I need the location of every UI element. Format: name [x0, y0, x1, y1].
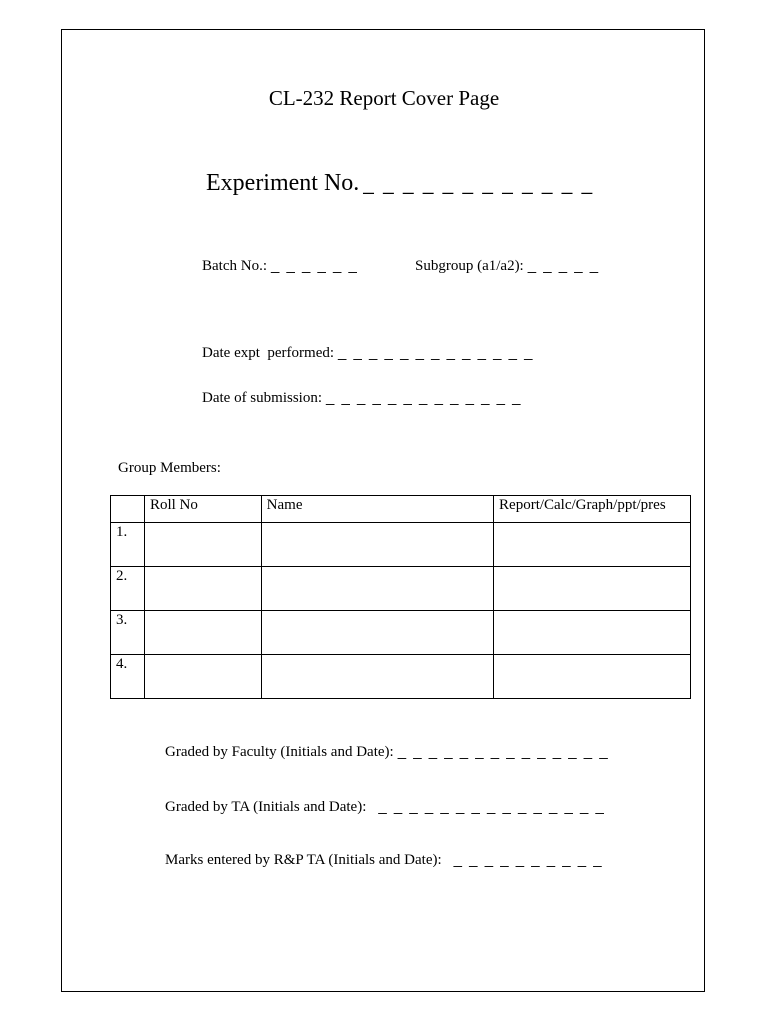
page-title: CL-232 Report Cover Page	[268, 86, 500, 110]
marks-entered-line	[165, 851, 603, 869]
batch-line	[202, 257, 358, 275]
name-cell	[261, 611, 493, 655]
name-cell	[261, 567, 493, 611]
table-header-row	[111, 496, 691, 523]
graded-faculty-blank: _ _ _ _ _ _ _ _ _ _ _ _ _ _	[397, 743, 610, 760]
marks-entered-label: Marks entered by R&P TA (Initials and Date):	[165, 852, 442, 868]
contribution-cell	[494, 567, 691, 611]
date-submission-label: Date of submission:	[202, 390, 322, 406]
table-row	[111, 523, 691, 567]
graded-ta-blank: _ _ _ _ _ _ _ _ _ _ _ _ _ _ _	[378, 798, 606, 815]
subgroup-line	[415, 257, 600, 275]
table-row	[111, 655, 691, 699]
roll-no-cell	[144, 567, 261, 611]
subgroup-blank: _ _ _ _ _	[527, 257, 600, 274]
group-members-table	[110, 495, 691, 699]
date-performed-label: Date expt performed:	[202, 345, 335, 361]
date-submission-blank: _ _ _ _ _ _ _ _ _ _ _ _ _	[326, 389, 522, 406]
experiment-number-line	[206, 170, 594, 197]
subgroup-label: Subgroup (a1/a2):	[415, 258, 524, 274]
header-name: Name	[261, 496, 493, 523]
roll-no-cell	[144, 611, 261, 655]
graded-faculty-line	[165, 743, 609, 761]
contribution-cell	[494, 611, 691, 655]
row-number: 4.	[111, 655, 145, 699]
contribution-cell	[494, 655, 691, 699]
row-number: 3.	[111, 611, 145, 655]
contribution-cell	[494, 523, 691, 567]
experiment-label: Experiment No.	[206, 170, 360, 196]
roll-no-cell	[144, 655, 261, 699]
graded-ta-line	[165, 798, 605, 816]
experiment-blank: _ _ _ _ _ _ _ _ _ _ _ _	[363, 174, 595, 195]
row-number: 2.	[111, 567, 145, 611]
table-row	[111, 567, 691, 611]
group-members-label: Group Members:	[118, 460, 221, 476]
batch-blank: _ _ _ _ _ _	[271, 257, 359, 274]
graded-ta-label: Graded by TA (Initials and Date):	[165, 799, 367, 815]
date-performed-line	[202, 344, 534, 362]
date-submission-line	[202, 389, 522, 407]
header-contribution: Report/Calc/Graph/ppt/pres	[494, 496, 691, 523]
name-cell	[261, 655, 493, 699]
batch-label: Batch No.:	[202, 258, 267, 274]
date-performed-blank: _ _ _ _ _ _ _ _ _ _ _ _ _	[338, 344, 534, 361]
marks-entered-blank: _ _ _ _ _ _ _ _ _ _	[453, 851, 604, 868]
roll-no-cell	[144, 523, 261, 567]
header-roll-no: Roll No	[144, 496, 261, 523]
name-cell	[261, 523, 493, 567]
header-index	[111, 496, 145, 523]
graded-faculty-label: Graded by Faculty (Initials and Date):	[165, 744, 394, 760]
row-number: 1.	[111, 523, 145, 567]
table-row	[111, 611, 691, 655]
